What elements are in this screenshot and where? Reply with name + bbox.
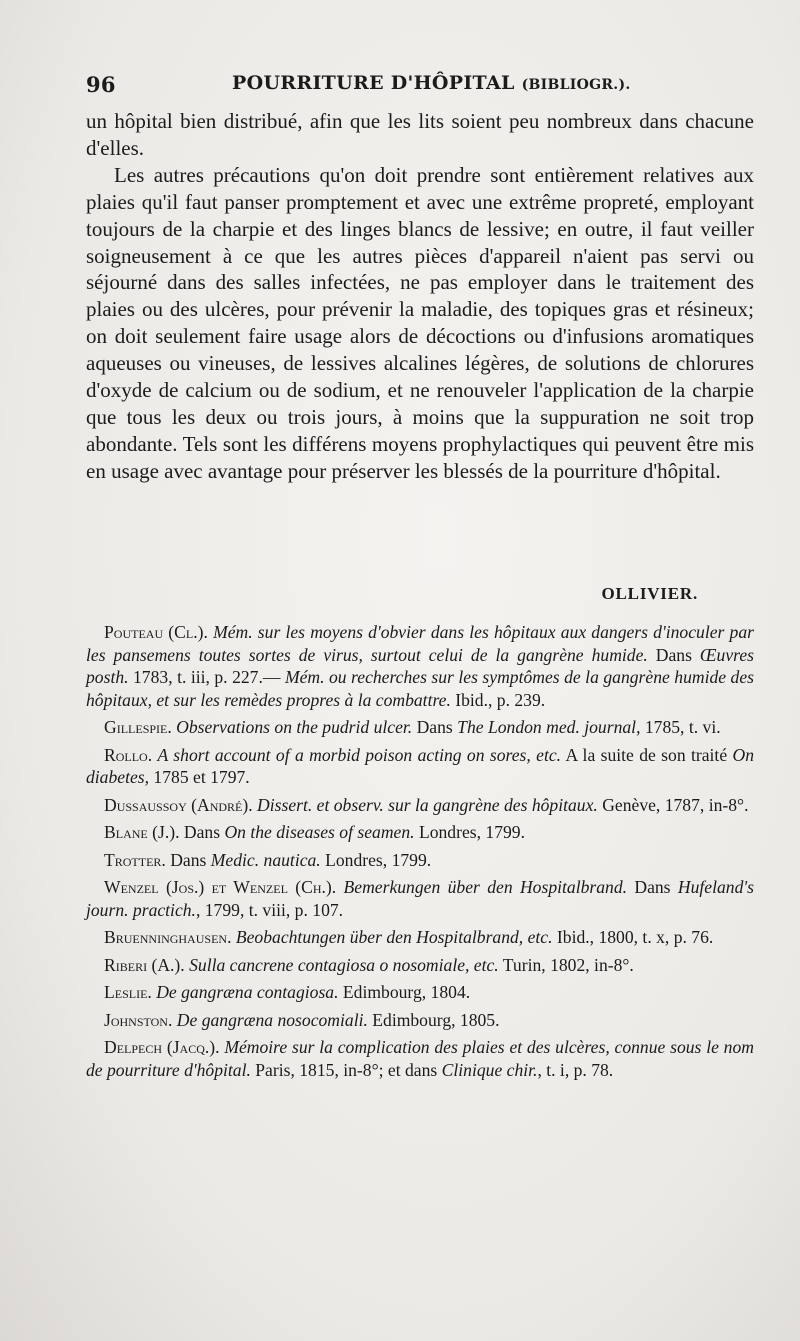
bib-title: Mém. sur les moyens d'obvier dans les hôpitaux aux dangers d'inoculer par les pansemens toutes sortes de virus, surtout celui de la gangrène humide. — [86, 622, 754, 665]
bib-author: Leslie. — [104, 982, 152, 1002]
bib-title: Dissert. et observ. sur la gangrène des hôpitaux. — [257, 794, 598, 815]
bib-text: Turin, 1802, in-8°. — [498, 954, 634, 975]
bib-entry-wenzel — [86, 876, 754, 921]
bib-author: Delpech (Jacq.). — [104, 1037, 220, 1057]
bib-author: Johnston. — [104, 1009, 173, 1030]
bib-title: Sulla cancrene contagiosa o nosomiale, etc. — [189, 954, 499, 975]
author-signature: OLLIVIER. — [601, 584, 698, 603]
bib-entry-trotter — [86, 849, 754, 872]
bib-text: Dans — [627, 877, 678, 897]
bib-text: Edimbourg, 1805. — [367, 1009, 500, 1030]
bib-title: De gangræna contagiosa. — [156, 982, 339, 1002]
bib-entry-pouteau — [86, 621, 754, 711]
bib-entry-bruenninghausen — [86, 926, 754, 949]
bib-text: Londres, 1799. — [320, 849, 432, 870]
bib-title: Beobachtungen über den Hospitalbrand, etc. — [235, 927, 553, 947]
bib-title: On the diseases of seamen. — [224, 822, 415, 842]
bib-text: , 1799, t. viii, p. 107. — [195, 899, 344, 920]
bib-title: Hufeland's journ. practich. — [86, 877, 754, 920]
paragraph-precautions: Les autres précautions qu'on doit prendre sont entièrement relatives aux plaies qu'il faut panser promptement et avec une extrême propreté, employant toujours de la charpie et des linges blancs de lessive; en outre, il faut veiller soigneusement à ce que les autres pièces d'appareil n'aient pas servi ou séjourné dans des salles infectées, ne pas employer dans le traitement des plaies ou des ulcères, pour prévenir la maladie, des topiques gras et résineux; on doit seulement faire usage alors de décoctions ou d'infusions aromatiques aqueuses ou vineuses, de lessives alcalines légères, de solutions de chlorures d'oxyde de calcium ou de sodium, et ne renouveler l'application de la charpie que tous les deux ou trois jours, à moins que la suppuration ne soit trop abondante. Tels sont les différens moyens prophylactiques qui peuvent être mis en usage avec avantage pour préserver les blessés de la pourriture d'hôpital. — [86, 162, 754, 483]
bib-text: Dans — [165, 849, 211, 870]
page-number: 96 — [86, 72, 116, 97]
main-text — [86, 108, 754, 485]
bib-title: Mémoire sur la complication des plaies et des ulcères, connue sous le nom de pourriture d'hôpital. — [86, 1037, 754, 1080]
bib-text: Londres, 1799. — [414, 822, 525, 842]
bib-text: , 1785, t. vi. — [636, 717, 721, 737]
paragraph-continued: un hôpital bien distribué, afin que les lits soient peu nombreux dans chacune d'elles. — [86, 109, 754, 160]
bib-title: De gangræna nosocomiali. — [176, 1009, 368, 1030]
bib-entry-rollo — [86, 744, 754, 789]
bib-title: On diabetes, — [86, 744, 755, 787]
bib-text: 1783, t. iii, p. 227.— — [128, 667, 285, 687]
bib-title: Observations on the pudrid ulcer. — [176, 717, 413, 737]
bib-text: Edimbourg, 1804. — [338, 982, 471, 1002]
bib-text: A la suite de son traité — [561, 744, 733, 765]
bib-text: Genève, 1787, in-8°. — [597, 794, 749, 815]
bib-author: Gillespie. — [104, 717, 172, 737]
bib-text: Dans — [179, 822, 225, 842]
bib-entry-gillespie — [86, 716, 754, 739]
bib-title: Medic. nautica. — [210, 849, 321, 870]
bib-title: Mém. ou recherches sur les symptômes de la gangrène humide des hôpitaux, et sur les remèdes propres à la combattre. — [86, 667, 755, 710]
bib-title: Clinique chir. — [441, 1059, 538, 1080]
bib-author: Riberi (A.). — [104, 954, 185, 975]
bibliography — [86, 621, 754, 1086]
bib-text: Ibid., p. 239. — [450, 689, 546, 710]
bib-author: Wenzel (Jos.) et Wenzel (Ch.). — [104, 877, 337, 897]
bib-entry-riberi — [86, 954, 754, 977]
bib-text: , t. i, p. 78. — [537, 1059, 614, 1080]
bib-title: The London med. journal — [457, 717, 637, 737]
bib-text: Dans — [647, 644, 700, 665]
bib-title: Bemerkungen über den Hospitalbrand. — [343, 877, 628, 897]
bib-title: Œuvres posth. — [86, 644, 754, 687]
bib-title: A short account of a morbid poison acting on sores, etc. — [157, 744, 562, 765]
bib-text: Ibid., 1800, t. x, p. 76. — [552, 927, 714, 947]
bib-text: Paris, 1815, in-8°; et dans — [250, 1059, 442, 1080]
bib-entry-leslie — [86, 981, 754, 1004]
bib-entry-blane — [86, 821, 754, 844]
running-header — [86, 70, 754, 104]
bib-entry-delpech — [86, 1036, 754, 1081]
bib-author: Pouteau (Cl.). — [104, 622, 208, 642]
bib-author: Blane (J.). — [104, 822, 180, 842]
bib-author: Rollo. — [104, 744, 153, 765]
running-title — [232, 72, 631, 94]
bib-author: Bruenninghausen. — [104, 927, 232, 947]
bib-text: Dans — [412, 717, 458, 737]
bib-text: 1785 et 1797. — [149, 767, 250, 787]
bib-entry-dussaussoy — [86, 794, 754, 817]
running-title-sub: (BIBLIOGR.). — [521, 77, 631, 93]
bib-author: Dussaussoy (André). — [104, 794, 253, 815]
running-title-main: POURRITURE D'HÔPITAL — [232, 72, 515, 94]
bib-entry-johnston — [86, 1009, 754, 1032]
bib-author: Trotter. — [104, 849, 166, 870]
